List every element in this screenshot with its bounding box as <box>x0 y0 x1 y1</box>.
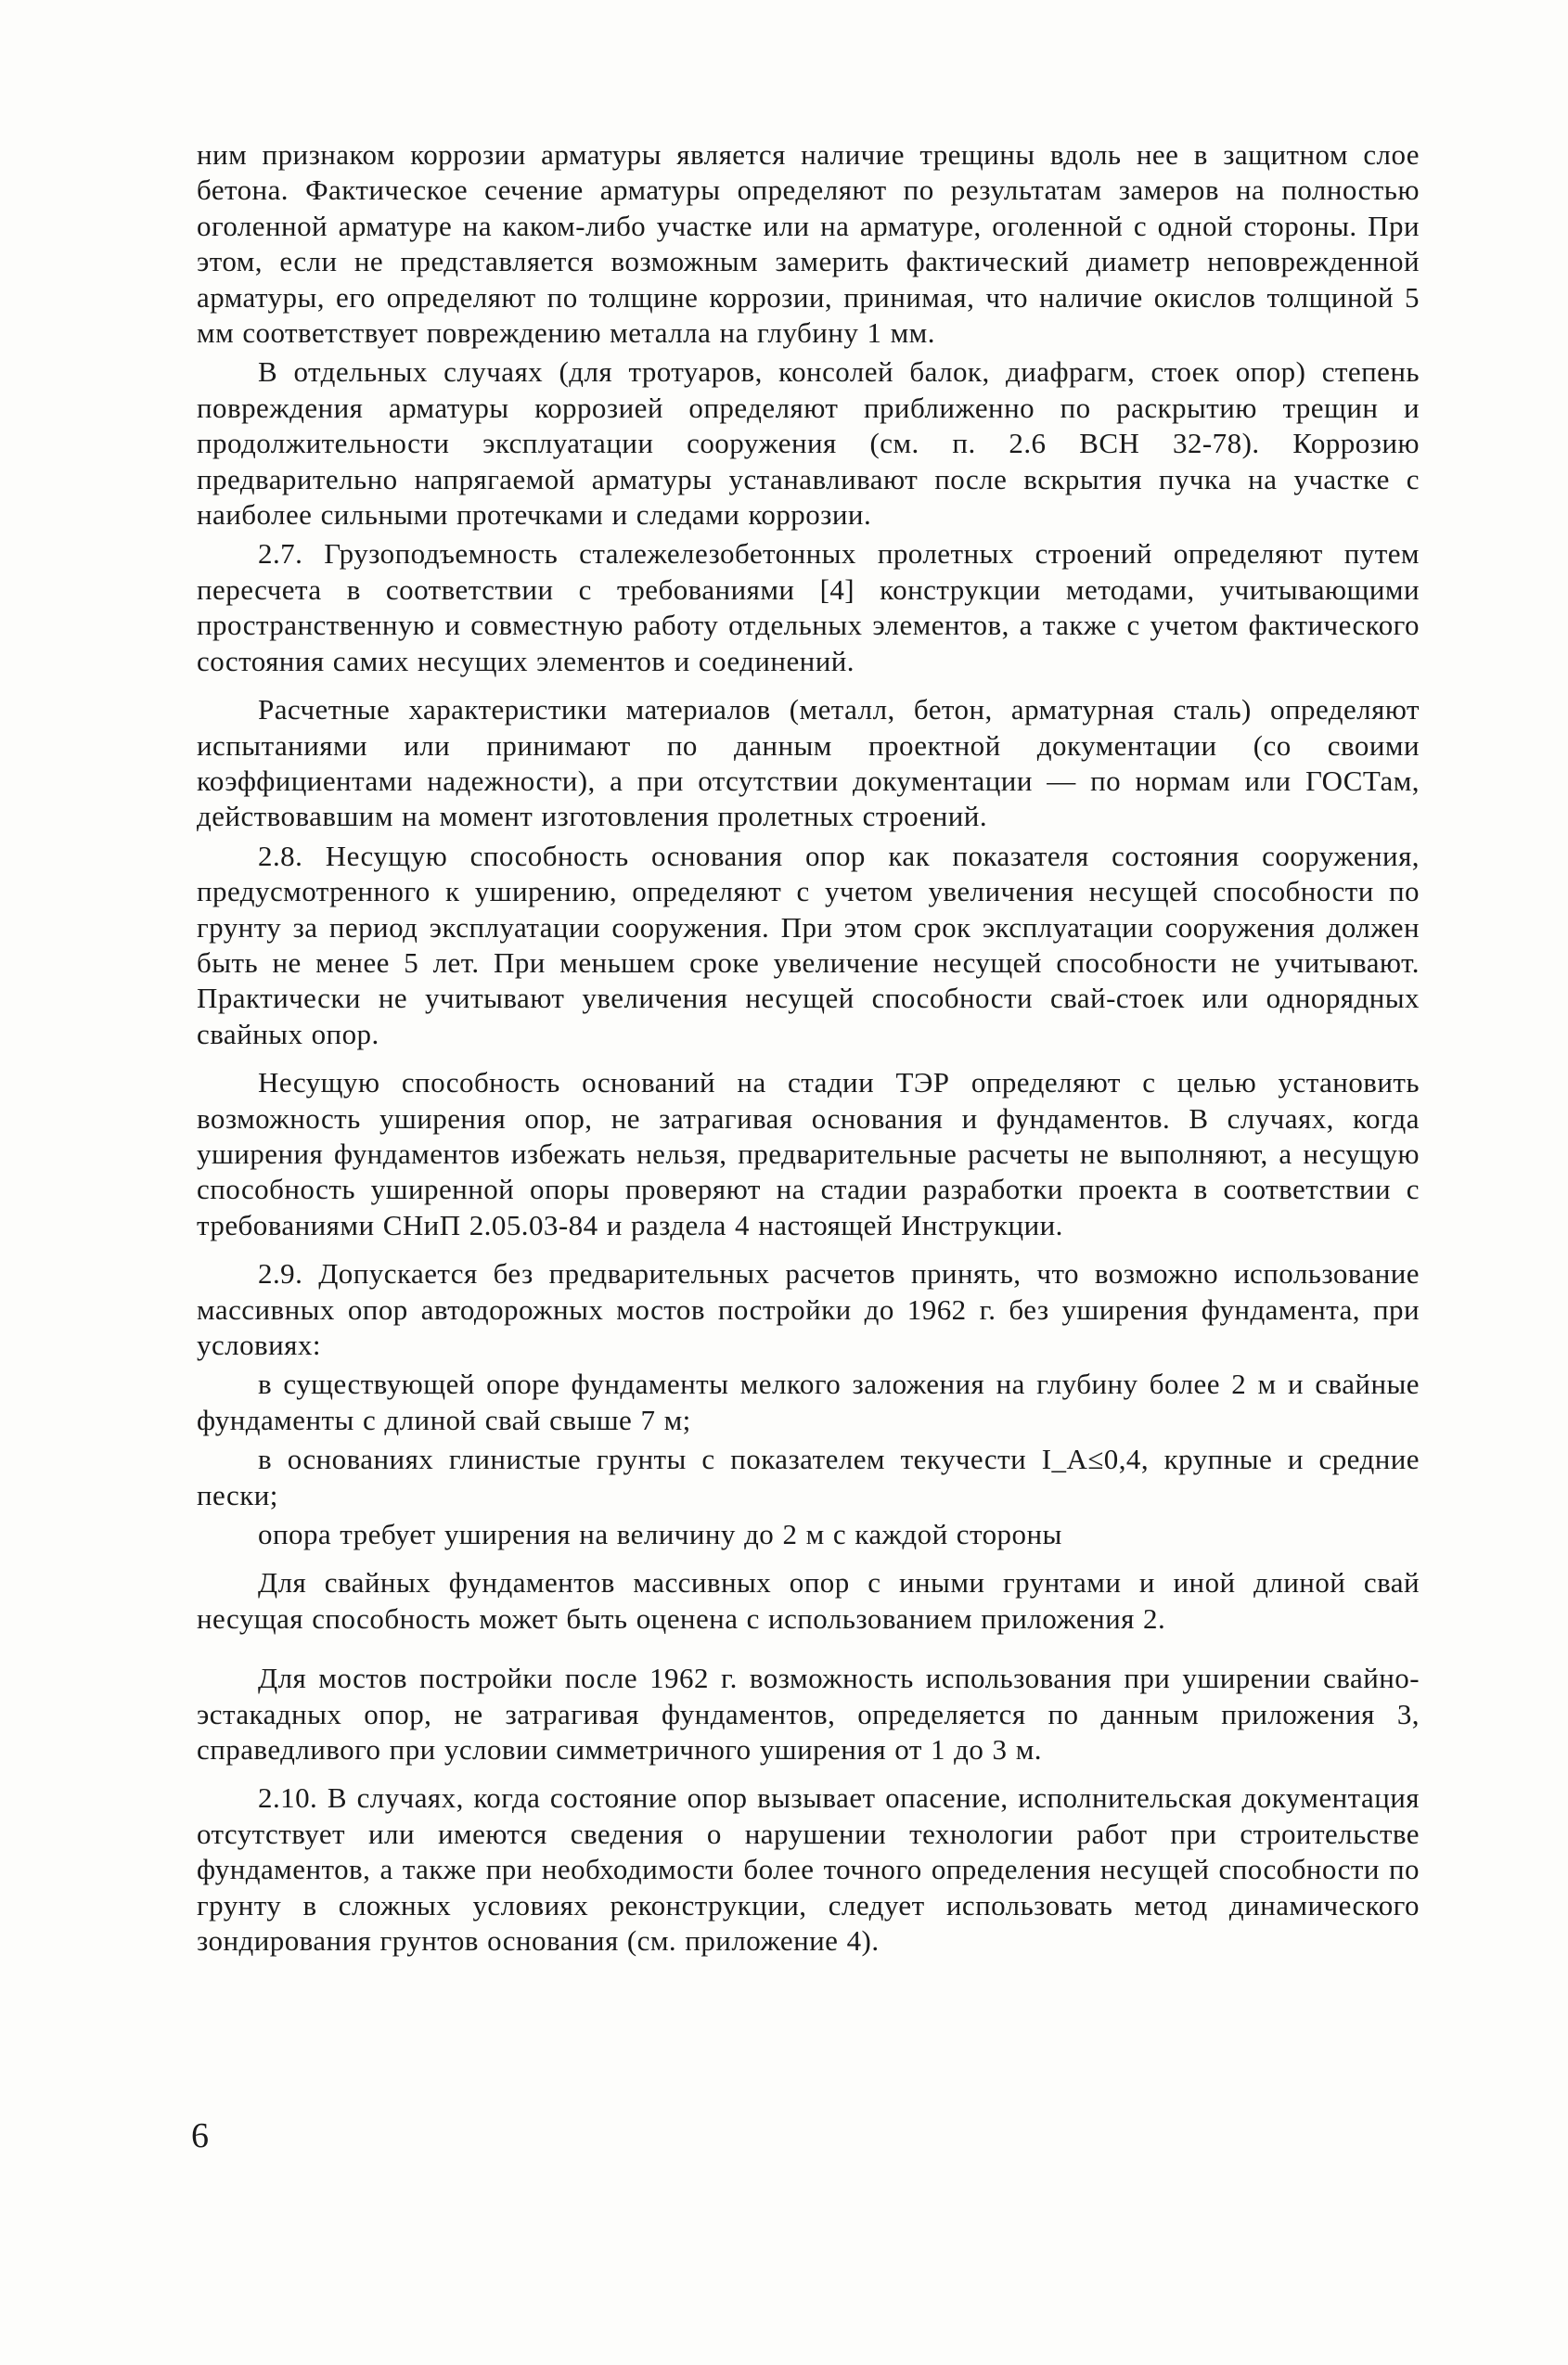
paragraph-condition-soils: в основаниях глинистые грунты с показателем текучести I_A≤0,4, крупные и средние пески; <box>197 1443 1420 1511</box>
paragraph-condition-widening: опора требует уширения на величину до 2 м с каждой стороны <box>258 1518 1062 1551</box>
paragraph-2-10: 2.10. В случаях, когда состояние опор вызывает опасение, исполнительская документация отсутствует или имеются сведения о нарушении технологии работ при строительстве фундаментов, а также при необходимости более точного определения несущей способности по грунту в сложных условиях реконструкции, следует использовать метод динамического зондирования грунтов основания (см. приложение 4). <box>197 1781 1420 1958</box>
paragraph-material-properties: Расчетные характеристики материалов (металл, бетон, арматурная сталь) определяют испытаниями или принимают по данным проектной документации (со своими коэффициентами надежности), а при отсутствии документации — по нормам или ГОСТам, действовавшим на момент изготовления пролетных строений. <box>197 693 1420 833</box>
paragraph-2-7: 2.7. Грузоподъемность сталежелезобетонных пролетных строений определяют путем пересчета в соответствии с требованиями [4] конструкции методами, учитывающими пространственную и совместную работу отдельных элементов, а также с учетом фактического состояния самих несущих элементов и соединений. <box>197 537 1420 677</box>
paragraph-condition-foundations: в существующей опоре фундаменты мелкого заложения на глубину более 2 м и свайные фундаменты с длиной свай свыше 7 м; <box>197 1368 1420 1436</box>
paragraph-2-9: 2.9. Допускается без предварительных расчетов принять, что возможно использование массивных опор автодорожных мостов постройки до 1962 г. без уширения фундамента, при условиях: <box>197 1257 1420 1361</box>
paragraph-after-1962: Для мостов постройки после 1962 г. возможность использования при уширении свайно-эстакадных опор, не затрагивая фундаментов, определяется по данным приложения 3, справедливого при условии симметричного уширения от 1 до 3 м. <box>197 1662 1420 1767</box>
paragraph-ter-stage: Несущую способность оснований на стадии ТЭР определяют с целью установить возможность уширения опор, не затрагивая основания и фундаментов. В случаях, когда уширения фундаментов избежать нельзя, предварительные расчеты не выполняют, а несущую способность уширенной опоры проверяют на стадии разработки проекта в соответствии с требованиями СНиП 2.05.03-84 и раздела 4 настоящей Инструкции. <box>197 1066 1420 1241</box>
paragraph-pile-foundations: Для свайных фундаментов массивных опор с иными грунтами и иной длиной свай несущая способность может быть оценена с использованием приложения 2. <box>197 1566 1420 1635</box>
page-number: 6 <box>191 2116 209 2155</box>
paragraph-2-8: 2.8. Несущую способность основания опор как показателя состояния сооружения, предусмотренного к уширению, определяют с учетом увеличения несущей способности по грунту за период эксплуатации сооружения. При этом срок эксплуатации сооружения должен быть не менее 5 лет. При меньшем сроке увеличение несущей способности не учитывают. Практически не учитывают увеличения несущей способности свай-стоек или однорядных свайных опор. <box>197 839 1420 1050</box>
body-text <box>197 137 1420 1960</box>
paragraph-reinforcement-damage: В отдельных случаях (для тротуаров, консолей балок, диафрагм, стоек опор) степень повреждения арматуры коррозией определяют приближенно по раскрытию трещин и продолжительности эксплуатации сооружения (см. п. 2.6 ВСН 32-78). Коррозию предварительно напрягаемой арматуры устанавливают после вскрытия пучка на участке с наиболее сильными протечками и следами коррозии. <box>197 355 1420 532</box>
paragraph-corrosion-continuation: ним признаком коррозии арматуры является наличие трещины вдоль нее в защитном слое бетона. Фактическое сечение арматуры определяют по результатам замеров на полностью оголенной арматуре на каком-либо участке или на арматуре, оголенной с одной стороны. При этом, если не представляется возможным замерить фактический диаметр неповрежденной арматуры, его определяют по толщине коррозии, принимая, что наличие окислов толщиной 5 мм соответствует повреждению металла на глубину 1 мм. <box>197 138 1420 350</box>
